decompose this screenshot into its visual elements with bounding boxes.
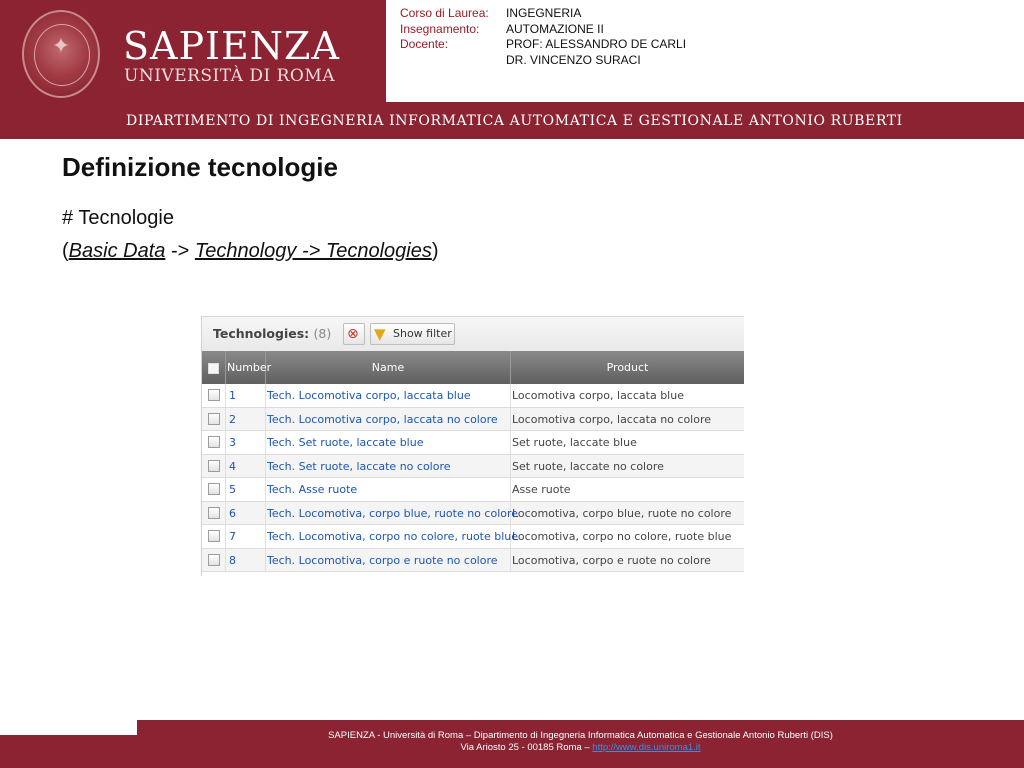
row-product: Locomotiva, corpo no colore, ruote blue bbox=[512, 530, 732, 543]
table-row[interactable] bbox=[202, 408, 744, 432]
technologies-grid bbox=[201, 316, 744, 576]
clear-filter-icon: ⊗ bbox=[347, 326, 359, 342]
row-number-link[interactable]: 2 bbox=[226, 408, 266, 431]
row-checkbox[interactable] bbox=[202, 549, 226, 572]
row-number-link[interactable]: 3 bbox=[226, 431, 266, 454]
row-number-link[interactable]: 4 bbox=[226, 455, 266, 478]
table-row[interactable] bbox=[202, 478, 744, 502]
teaching-value: AUTOMAZIONE II bbox=[506, 21, 604, 36]
row-product: Set ruote, laccate blue bbox=[512, 436, 637, 449]
footer-line-2: Via Ariosto 25 - 00185 Roma – http://www.dis.uniroma1.it bbox=[460, 742, 701, 753]
row-checkbox[interactable] bbox=[202, 478, 226, 501]
table-row[interactable] bbox=[202, 549, 744, 573]
section-heading: # Tecnologie bbox=[62, 207, 174, 229]
row-checkbox[interactable] bbox=[202, 455, 226, 478]
row-name-link[interactable]: Tech. Locomotiva, corpo blue, ruote no colore bbox=[266, 502, 511, 525]
department-bar bbox=[0, 102, 1024, 139]
row-checkbox[interactable] bbox=[202, 431, 226, 454]
row-checkbox[interactable] bbox=[202, 525, 226, 548]
teacher-value-2: DR. VINCENZO SURACI bbox=[506, 52, 641, 67]
grid-body bbox=[202, 384, 744, 572]
grid-header bbox=[202, 351, 744, 384]
row-number-link[interactable]: 8 bbox=[226, 549, 266, 572]
course-value: INGEGNERIA bbox=[506, 6, 582, 20]
row-product: Set ruote, laccate no colore bbox=[512, 459, 664, 473]
row-product: Locomotiva, corpo e ruote no colore bbox=[512, 553, 711, 567]
row-number-link[interactable]: 5 bbox=[226, 478, 266, 501]
column-header-number[interactable]: Number bbox=[226, 351, 266, 384]
row-number-link[interactable]: 6 bbox=[226, 502, 266, 525]
university-seal-icon: ✦ bbox=[22, 10, 100, 98]
select-all-checkbox[interactable] bbox=[202, 351, 226, 384]
row-name-link[interactable]: Tech. Set ruote, laccate no colore bbox=[266, 455, 511, 478]
grid-toolbar bbox=[202, 316, 744, 352]
table-row[interactable] bbox=[202, 502, 744, 526]
row-product: Asse ruote bbox=[512, 483, 571, 496]
teaching-label: Insegnamento: bbox=[400, 21, 480, 36]
course-label: Corso di Laurea: bbox=[400, 6, 489, 20]
row-name-link[interactable]: Tech. Locomotiva corpo, laccata no colore bbox=[266, 408, 511, 431]
table-row[interactable] bbox=[202, 455, 744, 479]
navigation-path: (Basic Data -> Technology -> Tecnologies) bbox=[62, 240, 439, 262]
row-name-link[interactable]: Tech. Locomotiva corpo, laccata blue bbox=[266, 384, 511, 407]
footer-line-1: SAPIENZA - Università di Roma – Dipartimento di Ingegneria Informatica Automatica e Gestionale Antonio Ruberti (DIS) bbox=[328, 730, 833, 741]
footer bbox=[137, 720, 1024, 768]
teacher-value: PROF: ALESSANDRO DE CARLI bbox=[506, 37, 687, 51]
row-name-link[interactable]: Tech. Set ruote, laccate blue bbox=[266, 431, 511, 454]
row-checkbox[interactable] bbox=[202, 408, 226, 431]
university-name: SAPIENZA bbox=[123, 24, 340, 68]
teacher-label: Docente: bbox=[400, 37, 449, 51]
footer-link[interactable]: http://www.dis.uniroma1.it bbox=[592, 742, 701, 753]
university-subtitle: UNIVERSITÀ DI ROMA bbox=[124, 66, 336, 86]
table-row[interactable] bbox=[202, 525, 744, 549]
path-technology: Technology -> Tecnologies bbox=[194, 240, 432, 262]
row-product: Locomotiva, corpo blue, ruote no colore bbox=[512, 506, 732, 520]
department-name: DIPARTIMENTO DI INGEGNERIA INFORMATICA AUTOMATICA E GESTIONALE ANTONIO RUBERTI bbox=[126, 113, 903, 129]
university-logo-banner bbox=[0, 0, 386, 102]
grid-count: (8) bbox=[313, 326, 332, 341]
table-row[interactable] bbox=[202, 431, 744, 455]
clear-filter-button[interactable] bbox=[343, 323, 365, 345]
column-header-name[interactable]: Name bbox=[266, 351, 511, 384]
row-number-link[interactable]: 1 bbox=[226, 384, 266, 407]
row-checkbox[interactable] bbox=[202, 384, 226, 407]
table-row[interactable] bbox=[202, 384, 744, 408]
column-header-product[interactable]: Product bbox=[606, 361, 649, 374]
row-name-link[interactable]: Tech. Asse ruote bbox=[266, 478, 511, 501]
path-basic-data: Basic Data bbox=[68, 240, 166, 262]
row-product: Locomotiva corpo, laccata no colore bbox=[512, 412, 712, 426]
row-name-link[interactable]: Tech. Locomotiva, corpo e ruote no colore bbox=[266, 549, 511, 572]
page-title: Definizione tecnologie bbox=[62, 152, 338, 182]
funnel-icon: ▼ bbox=[374, 325, 386, 343]
row-number-link[interactable]: 7 bbox=[226, 525, 266, 548]
row-product: Locomotiva corpo, laccata blue bbox=[512, 389, 684, 402]
row-checkbox[interactable] bbox=[202, 502, 226, 525]
grid-title: Technologies: (8) bbox=[213, 326, 332, 341]
show-filter-button[interactable] bbox=[370, 323, 455, 345]
footer-accent bbox=[0, 735, 137, 768]
show-filter-label: Show filter bbox=[393, 327, 452, 340]
row-name-link[interactable]: Tech. Locomotiva, corpo no colore, ruote blue bbox=[266, 525, 511, 548]
